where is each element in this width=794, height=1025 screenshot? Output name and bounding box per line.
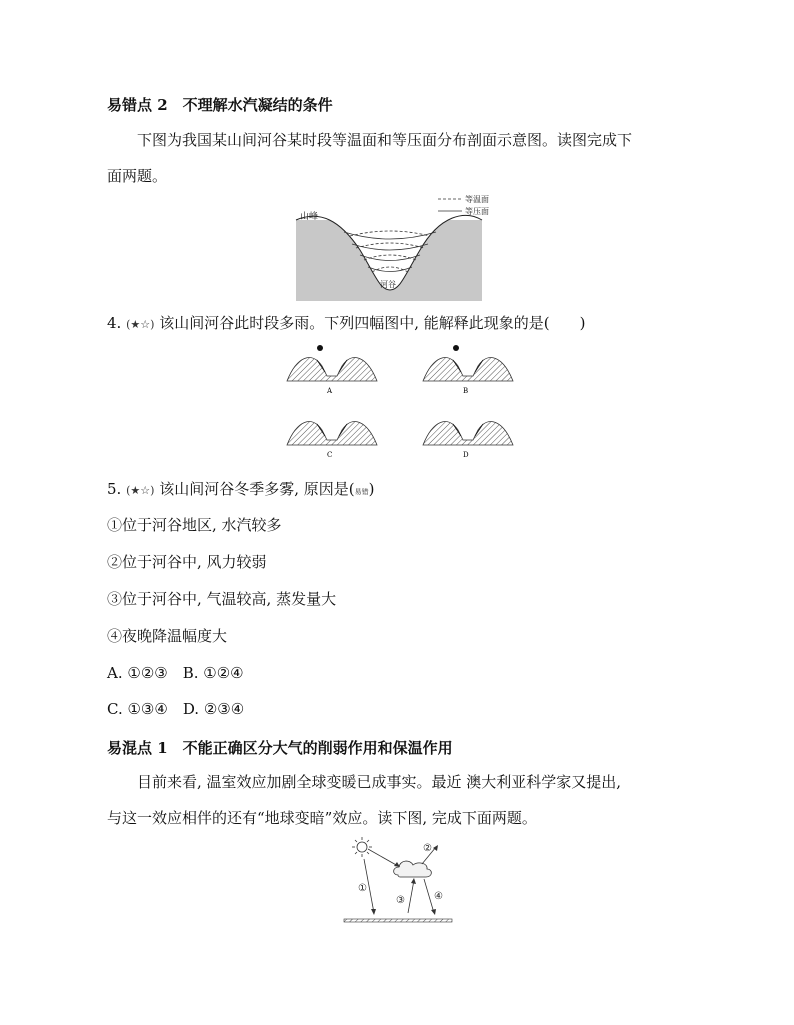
sun-icon	[317, 345, 323, 351]
intro-line-1: 下图为我国某山间河谷某时段等温面和等压面分布剖面示意图。读图完成下	[137, 131, 633, 149]
question-4	[107, 313, 585, 335]
choices-line-1: A. ①②③ B. ①②④	[107, 664, 244, 682]
question-5-close: )	[368, 480, 375, 498]
error-prone-marker: 易错	[354, 488, 369, 496]
option-a-label: A	[327, 387, 333, 395]
label-4: ④	[434, 891, 443, 902]
cloud-icon	[394, 861, 432, 877]
legend-isotherm-label: 等温面	[465, 195, 489, 204]
question-5-number: 5.	[107, 480, 122, 498]
statement-1: ①位于河谷地区, 水汽较多	[107, 516, 282, 534]
legend-isobar-label: 等压面	[465, 207, 489, 216]
question-5	[107, 479, 374, 502]
valley-label: 河谷	[380, 280, 396, 289]
statement-3: ③位于河谷中, 气温较高, 蒸发量大	[107, 590, 337, 608]
arrow-3	[408, 880, 414, 913]
ground-surface	[344, 919, 452, 922]
peak-label: 山峰	[300, 212, 319, 222]
option-b-diagram	[423, 345, 513, 395]
statement-4: ④夜晚降温幅度大	[107, 627, 228, 645]
intro-line-2: 面两题。	[107, 167, 168, 185]
option-b-label: B	[463, 387, 469, 395]
option-a-diagram	[287, 345, 377, 395]
question-5-text: 该山间河谷冬季多雾, 原因是(	[159, 480, 355, 498]
question-4-number: 4.	[107, 314, 122, 332]
option-c-diagram	[287, 408, 377, 459]
section-2-intro-line-1: 目前来看, 温室效应加剧全球变暖已成事实。最近 澳大利亚科学家又提出,	[137, 773, 622, 791]
question-4-text: 该山间河谷此时段多雨。下列四幅图中, 能解释此现象的是( )	[159, 314, 586, 332]
option-d-label: D	[463, 451, 469, 459]
question-4-options	[285, 338, 525, 468]
label-1: ①	[358, 883, 367, 894]
arrow-4	[424, 879, 434, 913]
option-d-diagram	[423, 408, 513, 459]
sun-icon	[453, 345, 459, 351]
section-title-2: 易混点 1 不能正确区分大气的削弱作用和保温作用	[107, 739, 453, 757]
section-title-1: 易错点 2 不理解水汽凝结的条件	[107, 96, 333, 114]
choices-line-2: C. ①③④ D. ②③④	[107, 700, 245, 718]
atmosphere-figure	[340, 835, 460, 930]
arrow-to-cloud	[368, 849, 398, 866]
question-4-stars: (★☆)	[126, 318, 155, 331]
valley-cross-section-figure	[290, 190, 540, 305]
section-2-intro-line-2: 与这一效应相伴的还有“地球变暗”效应。读下图, 完成下面两题。	[107, 809, 537, 827]
label-2: ②	[423, 843, 432, 854]
option-c-label: C	[327, 451, 333, 459]
question-5-stars: (★☆)	[126, 484, 155, 497]
label-3: ③	[396, 895, 405, 906]
sun-icon	[352, 837, 372, 857]
statement-2: ②位于河谷中, 风力较弱	[107, 553, 267, 571]
moon-icon	[452, 408, 459, 416]
moon-icon	[316, 408, 323, 416]
